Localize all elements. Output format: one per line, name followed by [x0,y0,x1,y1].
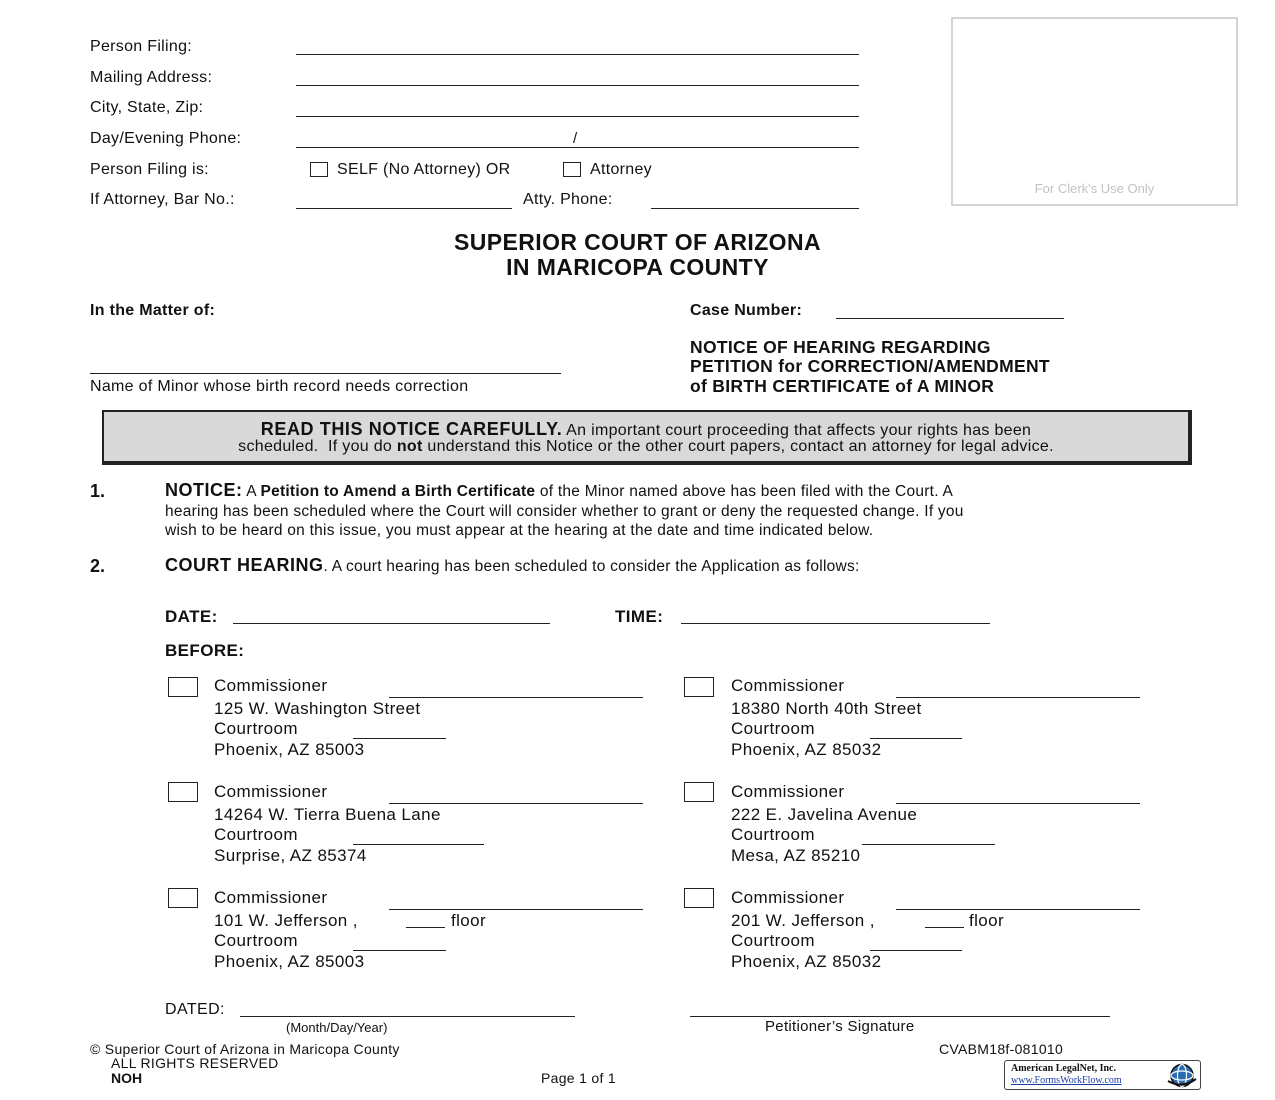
atty-phone-field[interactable] [651,208,859,209]
location-courtroom-4: Courtroom [731,825,815,844]
footer-page-number: Page 1 of 1 [541,1070,616,1086]
person-filing-field[interactable] [296,54,859,55]
section1-number: 1. [90,481,106,501]
notice-title-line3: of BIRTH CERTIFICATE of A MINOR [690,376,995,396]
floor-field-5[interactable] [406,927,445,928]
courtroom-field-1[interactable] [353,738,446,739]
time-field[interactable] [681,623,990,624]
logo-company: American LegalNet, Inc. [1011,1063,1116,1074]
location-checkbox-2[interactable] [684,677,714,697]
floor-field-6[interactable] [925,927,964,928]
courtroom-field-5[interactable] [353,950,446,951]
location-address-5 [214,910,358,931]
date-format-caption: (Month/Day/Year) [286,1020,388,1035]
location-commissioner-6: Commissioner [731,888,845,907]
section2-text: . A court hearing has been scheduled to consider the Application as follows: [323,558,860,575]
read-notice-line2 [104,438,1188,456]
person-filing-label: Person Filing: [90,38,193,55]
phone-field[interactable] [296,147,859,148]
bar-number-field[interactable] [296,208,512,209]
commissioner-name-field-4[interactable] [896,803,1140,804]
section2-heading: COURT HEARING [165,555,324,575]
attorney-option-label: Attorney [590,161,652,178]
minor-name-field[interactable] [90,373,561,374]
attorney-checkbox[interactable] [563,162,581,177]
footer-form-code: NOH [111,1070,143,1086]
section1-petition-name: Petition to Amend a Birth Certificate [260,483,536,500]
footer-rights: ALL RIGHTS RESERVED [111,1055,279,1071]
read-notice-box [102,410,1192,465]
section2-number: 2. [90,556,106,576]
location-checkbox-6[interactable] [684,888,714,908]
section1-a: A [246,483,256,500]
section1-line1 [165,481,953,501]
clerk-use-box [951,17,1238,206]
location-commissioner-4: Commissioner [731,782,845,801]
signature-field[interactable] [690,1016,1110,1017]
matter-label: In the Matter of: [90,302,216,319]
commissioner-name-field-2[interactable] [896,697,1140,698]
commissioner-name-field-6[interactable] [896,909,1140,910]
location-floor-6: floor [969,911,1005,930]
clerk-use-label: For Clerk's Use Only [1034,181,1155,196]
location-floor-5: floor [451,911,487,930]
mailing-address-label: Mailing Address: [90,69,213,86]
minor-name-caption: Name of Minor whose birth record needs correction [90,378,469,395]
footer-copyright: © Superior Court of Arizona in Maricopa County [90,1041,400,1057]
bar-number-label: If Attorney, Bar No.: [90,191,235,208]
time-label: TIME: [615,607,664,626]
courtroom-field-6[interactable] [870,950,962,951]
location-commissioner-5: Commissioner [214,888,328,907]
dated-field[interactable] [240,1016,575,1017]
self-option-label: SELF (No Attorney) OR [337,161,511,178]
dated-label: DATED: [165,1001,225,1018]
case-number-field[interactable] [836,318,1064,319]
location-address-1: 125 W. Washington Street [214,699,421,718]
location-address-2: 18380 North 40th Street [731,699,922,718]
footer-form-id: CVABM18f-081010 [939,1041,1064,1057]
location-city-2: Phoenix, AZ 85032 [731,740,882,759]
location-courtroom-5: Courtroom [214,931,298,950]
location-address-5-text: 101 W. Jefferson , [214,911,358,930]
petitioner-signature-label: Petitioner’s Signature [765,1018,915,1035]
section1-rest1: of the Minor named above has been filed with the Court. A [539,483,954,500]
commissioner-name-field-5[interactable] [389,909,643,910]
city-state-zip-label: City, State, Zip: [90,99,204,116]
globe-icon [1165,1062,1199,1089]
logo-url[interactable]: www.FormsWorkFlow.com [1011,1075,1122,1086]
read-notice-text1: An important court proceeding that affects your rights has been [566,422,1032,439]
american-legalnet-logo[interactable] [1004,1060,1201,1090]
location-address-4: 222 E. Javelina Avenue [731,805,918,824]
person-filing-is-label: Person Filing is: [90,161,209,178]
location-city-3: Surprise, AZ 85374 [214,846,367,865]
read-notice-line1 [104,419,1188,440]
read-notice-text2a: scheduled. If you do [238,438,397,455]
section1-line3: wish to be heard on this issue, you must appear at the hearing at the date and time indicated below. [165,522,874,539]
location-commissioner-3: Commissioner [214,782,328,801]
location-city-1: Phoenix, AZ 85003 [214,740,365,759]
self-checkbox[interactable] [310,162,328,177]
section2-line [165,556,860,576]
commissioner-name-field-1[interactable] [389,697,643,698]
notice-title-line1: NOTICE OF HEARING REGARDING [690,337,991,357]
read-notice-text2c: understand this Notice or the other court papers, contact an attorney for legal advice. [422,438,1054,455]
court-title-line1: SUPERIOR COURT OF ARIZONA [454,229,821,255]
date-label: DATE: [165,607,218,626]
location-checkbox-4[interactable] [684,782,714,802]
location-checkbox-5[interactable] [168,888,198,908]
atty-phone-label: Atty. Phone: [523,191,613,208]
courtroom-field-4[interactable] [862,844,995,845]
mailing-address-field[interactable] [296,85,859,86]
location-city-4: Mesa, AZ 85210 [731,846,861,865]
location-checkbox-1[interactable] [168,677,198,697]
court-title-line2: IN MARICOPA COUNTY [506,254,769,280]
notice-title-line2: PETITION for CORRECTION/AMENDMENT [690,356,1050,376]
section1-heading: NOTICE: [165,480,243,500]
location-commissioner-1: Commissioner [214,676,328,695]
location-courtroom-6: Courtroom [731,931,815,950]
phone-separator: / [573,130,578,147]
location-address-6: 201 W. Jefferson , [731,911,875,930]
before-label: BEFORE: [165,641,245,660]
courtroom-field-2[interactable] [870,738,962,739]
location-checkbox-3[interactable] [168,782,198,802]
location-address-3: 14264 W. Tierra Buena Lane [214,805,441,824]
city-state-zip-field[interactable] [296,116,859,117]
location-city-6: Phoenix, AZ 85032 [731,952,882,971]
phone-label: Day/Evening Phone: [90,130,242,147]
location-courtroom-3: Courtroom [214,825,298,844]
location-city-5: Phoenix, AZ 85003 [214,952,365,971]
section1-line2: hearing has been scheduled where the Court will consider whether to grant or deny the requested change. If you [165,503,964,520]
read-notice-heading: READ THIS NOTICE CAREFULLY. [260,419,563,439]
location-commissioner-2: Commissioner [731,676,845,695]
case-number-label: Case Number: [690,302,803,319]
location-courtroom-1: Courtroom [214,719,298,738]
date-field[interactable] [233,623,550,624]
read-notice-not: not [396,438,423,455]
courtroom-field-3[interactable] [353,844,484,845]
location-courtroom-2: Courtroom [731,719,815,738]
